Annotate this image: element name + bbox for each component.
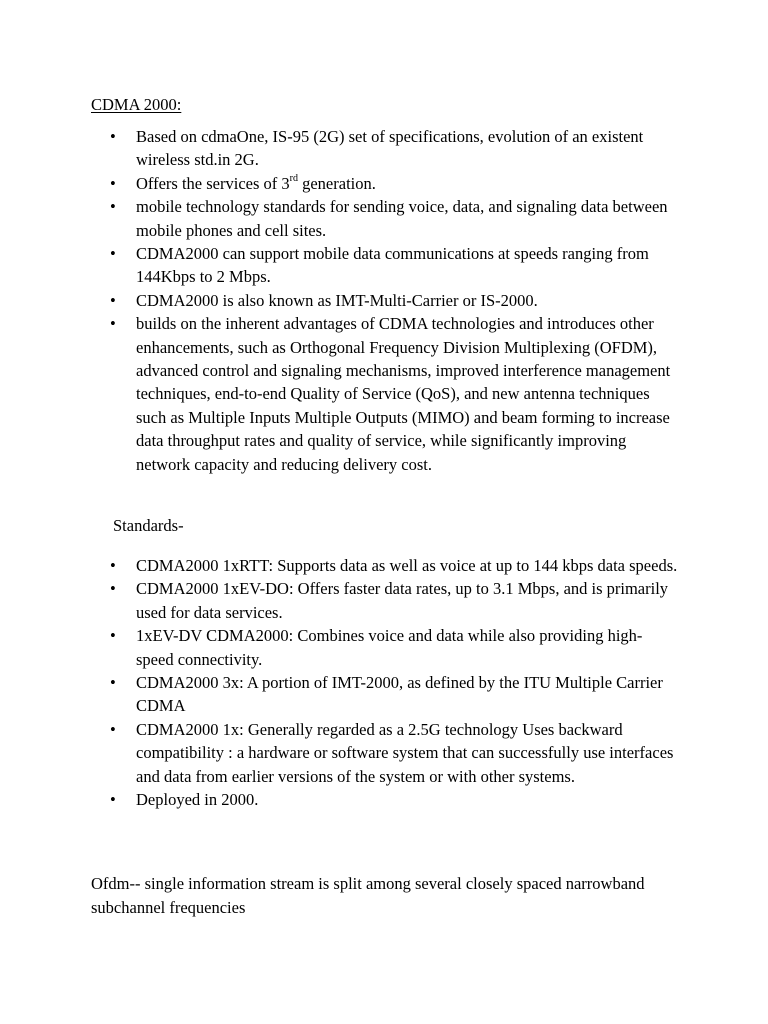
- list-item: [0, 195, 768, 242]
- list-item-text: CDMA2000 1x: Generally regarded as a 2.5G technology Uses backward compatibility : a hardware or software system that can successfully use interfaces and data from earlier versions of the system or with other systems.: [136, 719, 674, 786]
- section-heading: CDMA 2000:: [91, 95, 182, 114]
- bullet-icon: •: [110, 790, 116, 810]
- cdma2000-features-list: [0, 125, 768, 476]
- bullet-icon: •: [110, 314, 116, 334]
- list-item-text: CDMA2000 1xRTT: Supports data as well as voice at up to 144 kbps data speeds.: [136, 556, 678, 575]
- list-item: [0, 172, 768, 195]
- bullet-icon: •: [110, 173, 116, 193]
- list-item-text: CDMA2000 1xEV-DO: Offers faster data rates, up to 3.1 Mbps, and is primarily used for data services.: [136, 579, 669, 622]
- list-item-text-after: generation.: [297, 173, 376, 193]
- list-item-text: Deployed in 2000.: [136, 790, 259, 810]
- standards-label: Standards-: [113, 516, 184, 535]
- list-item-text: Offers the services of 3: [136, 173, 290, 193]
- list-item-text: mobile technology standards for sending voice, data, and signaling data between mobile phones and cell sites.: [136, 197, 668, 240]
- superscript-ordinal: rd: [289, 173, 298, 185]
- list-item: [0, 718, 768, 788]
- bullet-icon: •: [110, 673, 116, 693]
- list-item: [0, 671, 768, 718]
- list-item: [0, 125, 768, 172]
- ofdm-paragraph: Ofdm-- single information stream is split among several closely spaced narrowband subchannel frequencies: [91, 874, 645, 917]
- list-item: [0, 577, 768, 624]
- bullet-icon: •: [110, 197, 116, 217]
- bullet-icon: •: [110, 626, 116, 646]
- list-item-text: CDMA2000 is also known as IMT-Multi-Carrier or IS-2000.: [136, 290, 538, 310]
- list-item: [0, 242, 768, 289]
- bullet-icon: •: [110, 244, 116, 264]
- list-item-text: CDMA2000 can support mobile data communications at speeds ranging from 144Kbps to 2 Mbps.: [136, 244, 649, 287]
- list-item: [0, 624, 768, 671]
- bullet-icon: •: [110, 556, 116, 575]
- list-item: [0, 554, 768, 577]
- list-item: [0, 312, 768, 476]
- list-item: [0, 788, 768, 811]
- standards-list: [0, 554, 768, 811]
- bullet-icon: •: [110, 579, 116, 599]
- bullet-icon: •: [110, 290, 116, 310]
- bullet-icon: •: [110, 127, 116, 146]
- bullet-icon: •: [110, 719, 116, 739]
- list-item-text: 1xEV-DV CDMA2000: Combines voice and data while also providing high-speed connectivity.: [136, 626, 643, 669]
- list-item-text: Based on cdmaOne, IS-95 (2G) set of specifications, evolution of an existent wireless std.in 2G.: [136, 127, 644, 170]
- list-item-text: builds on the inherent advantages of CDMA technologies and introduces other enhancements, such as Orthogonal Frequency Division Multiplexing (OFDM), advanced control and signaling mechanisms, improved interference management techniques, end-to-end Quality of Service (QoS), and new antenna techniques such as Multiple Inputs Multiple Outputs (MIMO) and beam forming to increase data throughput rates and quality of service, while significantly improving network capacity and reducing delivery cost.: [136, 314, 671, 474]
- list-item-text: CDMA2000 3x: A portion of IMT-2000, as defined by the ITU Multiple Carrier CDMA: [136, 673, 663, 716]
- list-item: [0, 289, 768, 312]
